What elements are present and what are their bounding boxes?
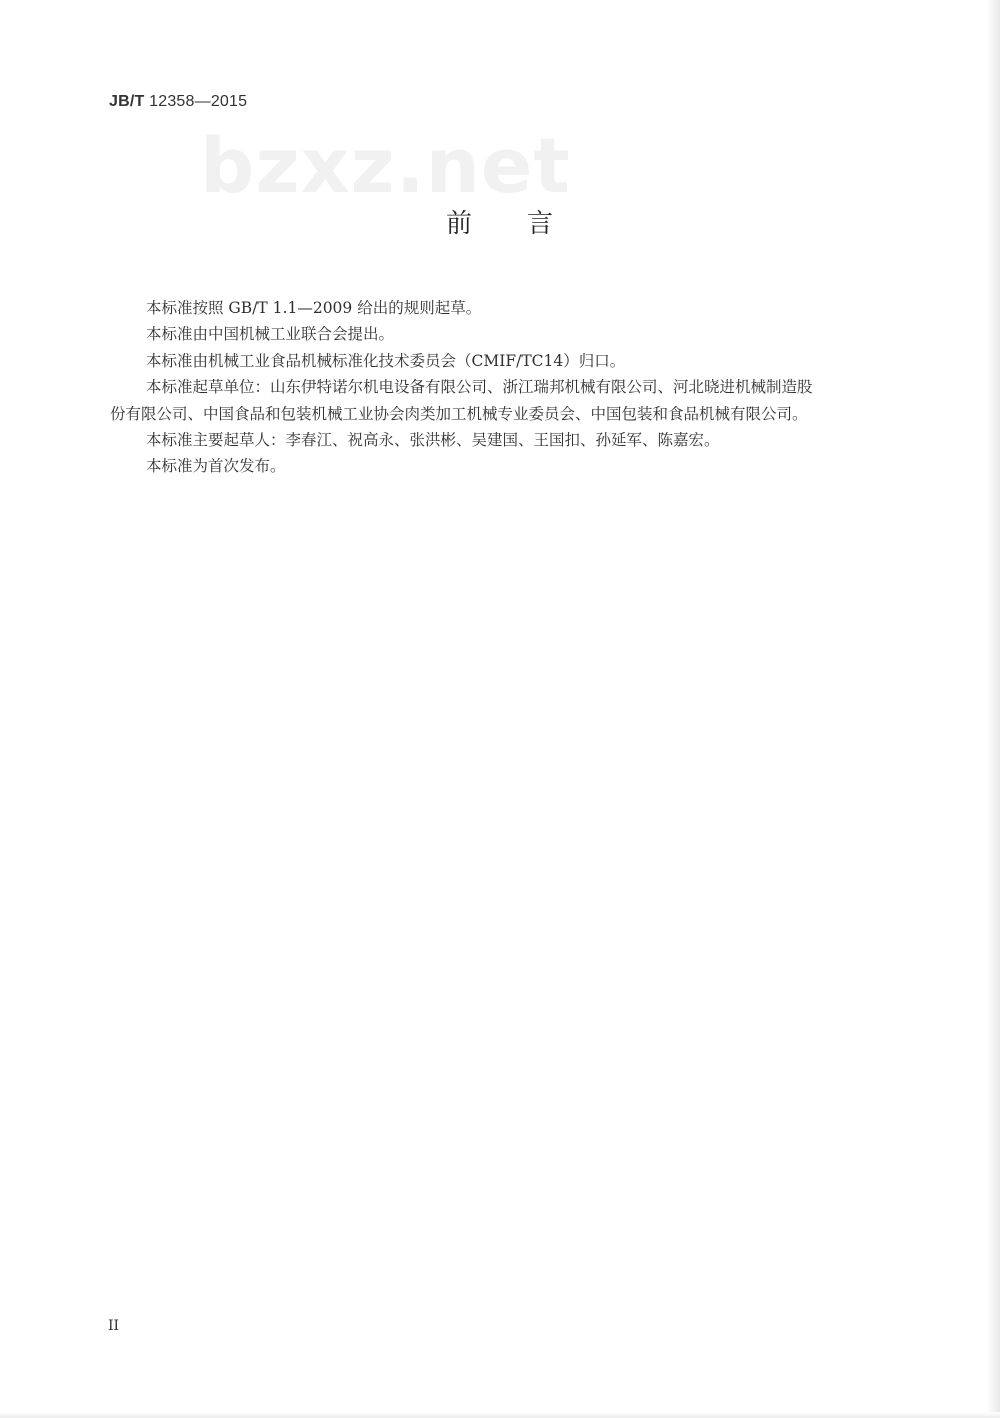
site-watermark: bzxz.net: [200, 121, 571, 210]
paragraph-administrator: 本标准由机械工业食品机械标准化技术委员会（CMIF/TC14）归口。: [146, 351, 626, 370]
paragraph-first-release: 本标准为首次发布。: [146, 457, 286, 476]
standard-number: 12358—2015: [144, 93, 248, 110]
paragraph-drafting-units-line-1: 本标准起草单位：山东伊特诺尔机电设备有限公司、浙江瑞邦机械有限公司、河北晓进机械制造股: [146, 378, 813, 397]
paragraph-proposer: 本标准由中国机械工业联合会提出。: [146, 325, 395, 344]
page-title: [0, 203, 1000, 240]
page-number: II: [108, 1318, 120, 1334]
standard-prefix: JB/T: [109, 93, 145, 110]
paragraph-main-drafters: 本标准主要起草人：李春江、祝高永、张洪彬、吴建国、王国扣、孙延军、陈嘉宏。: [146, 431, 720, 450]
paragraph-drafting-units-line-2: 份有限公司、中国食品和包装机械工业协会肉类加工机械专业委员会、中国包装和食品机械有限公司。: [110, 404, 808, 423]
page-bottom-edge: [0, 1412, 1000, 1418]
title-char-2: 言: [527, 209, 555, 239]
title-char-1: 前: [445, 209, 473, 239]
paragraph-drafting-rules: 本标准按照 GB/T 1.1—2009 给出的规则起草。: [146, 299, 482, 317]
standard-code-header: [109, 93, 247, 111]
foreword-body: [110, 295, 910, 480]
